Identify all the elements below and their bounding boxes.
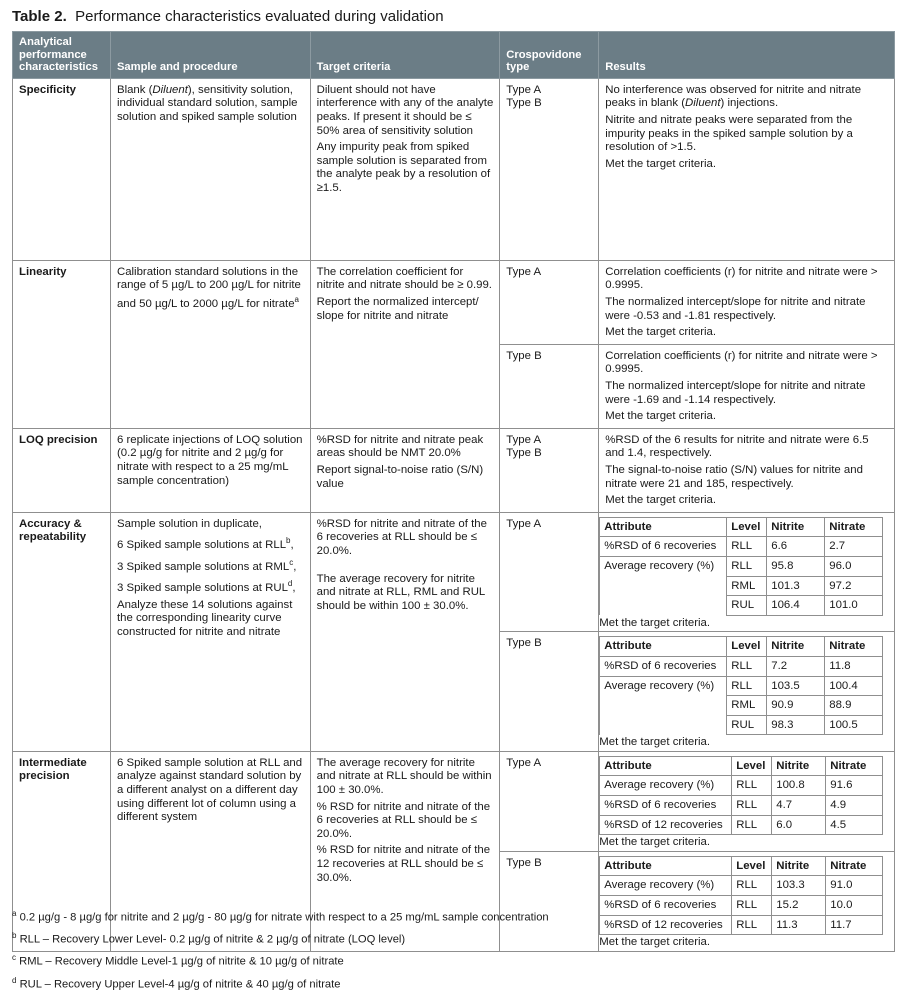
- accuracy-table-b: Attribute Level Nitrite Nitrate %RSD of 6 recoveries RLL 7.2 11.8 Average recovery (%) RLL 103.5 100.4 RML 90.9 88.9 RUL 98.3 100.5: [599, 636, 883, 735]
- char-loq: LOQ precision: [13, 428, 111, 512]
- results-accuracy-b: Attribute Level Nitrite Nitrate %RSD of 6 recoveries RLL 7.2 11.8 Average recovery (%) RLL 103.5 100.4 RML 90.9 88.9 RUL 98.3 100.5 Met the target criteria.: [599, 632, 895, 752]
- table-title: [12, 8, 444, 25]
- char-accuracy: Accuracy & repeatability: [13, 512, 111, 751]
- row-intermediate-a: [13, 751, 895, 851]
- type-intermediate-b: Type B: [500, 851, 599, 951]
- accuracy-table-a: Attribute Level Nitrite Nitrate %RSD of 6 recoveries RLL 6.6 2.7 Average recovery (%) RLL 95.8 96.0 RML 101.3 97.2 RUL 106.4 101.0: [599, 517, 883, 616]
- header-characteristics: Analytical performance characteristics: [13, 32, 111, 79]
- procedure-linearity: Calibration standard solutions in the range of 5 µg/L to 200 µg/L for nitrite and 50 µg/L to 2000 µg/L for nitrate$^a$: [110, 260, 310, 428]
- results-linearity-a: Correlation coefficients (r) for nitrite and nitrate were > 0.9995. The normalized intercept/slope for nitrite and nitrate were -0.53 and -1.81 respectively. Met the target criteria.: [599, 260, 895, 344]
- criteria-intermediate: The average recovery for nitrite and nitrate at RLL should be within 100 ± 30.0%. % RSD for nitrite and nitrate of the 6 recoveries at RLL should be ≤ 20.0%. % RSD for nitrite and nitrate of the 12 recoveries at RLL should be ≤ 30.0%.: [310, 751, 500, 951]
- table-caption: Performance characteristics evaluated during validation: [75, 8, 444, 25]
- criteria-linearity: The correlation coefficient for nitrite and nitrate should be ≥ 0.99. Report the normalized intercept/ slope for nitrite and nitrate: [310, 260, 500, 428]
- intermediate-table-a: Attribute Level Nitrite Nitrate Average recovery (%) RLL 100.8 91.6 %RSD of 6 recoveries RLL 4.7 4.9 %RSD of 12 recoveries RLL 6.0 4.5: [599, 756, 883, 835]
- char-intermediate: Intermediate precision: [13, 751, 111, 951]
- header-row: [13, 32, 895, 79]
- type-accuracy-a: Type A: [500, 512, 599, 632]
- row-accuracy-a: [13, 512, 895, 632]
- footnote: $^b$ RLL – Recovery Lower Level- 0.2 µg/g of nitrite & 2 µg/g of nitrate (LOQ level): [12, 931, 406, 946]
- intermediate-table-b: Attribute Level Nitrite Nitrate Average recovery (%) RLL 103.3 91.0 %RSD of 6 recoveries RLL 15.2 10.0 %RSD of 12 recoveries RLL 11.3 11.7: [599, 856, 883, 935]
- criteria-accuracy: %RSD for nitrite and nitrate of the 6 recoveries at RLL should be ≤ 20.0%. The average recovery for nitrite and nitrate at RLL, RML and RUL should be within 100 ± 30.0%.: [310, 512, 500, 751]
- char-linearity: Linearity: [13, 260, 111, 428]
- validation-table: [12, 31, 895, 952]
- type-linearity-a: Type A: [500, 260, 599, 344]
- procedure-accuracy: Sample solution in duplicate, 6 Spiked sample solutions at RLL$^b$, 3 Spiked sample solutions at RML$^c$, 3 Spiked sample solutions at RUL$^d$, Analyze these 14 solutions against the corresponding linearity curve constructed for nitrite and nitrate: [110, 512, 310, 751]
- procedure-loq: 6 replicate injections of LOQ solution (0.2 µg/g for nitrite and 2 µg/g for nitrate with respect to a 25 mg/mL sample concentration): [110, 428, 310, 512]
- results-loq: %RSD of the 6 results for nitrite and nitrate were 6.5 and 1.4, respectively. The signal-to-noise ratio (S/N) values for nitrite and nitrate were 21 and 185, respectively. Met the target criteria.: [599, 428, 895, 512]
- results-specificity: No interference was observed for nitrite and nitrate peaks in blank (Diluent) injections. Nitrite and nitrate peaks were separated from the impurity peaks in the spiked sample solution by a resolution of >1.5. Met the target criteria.: [599, 78, 895, 260]
- row-linearity-a: [13, 260, 895, 344]
- footnotes: [12, 905, 549, 994]
- type-accuracy-b: Type B: [500, 632, 599, 752]
- type-intermediate-a: Type A: [500, 751, 599, 851]
- procedure-specificity: Blank (Diluent), sensitivity solution, individual standard solution, sample solution and spiked sample solution: [110, 78, 310, 260]
- type-linearity-b: Type B: [500, 344, 599, 428]
- results-intermediate-b: Attribute Level Nitrite Nitrate Average recovery (%) RLL 103.3 91.0 %RSD of 6 recoveries RLL 15.2 10.0 %RSD of 12 recoveries RLL 11.3 11.7 Met the target criteria.: [599, 851, 895, 951]
- results-accuracy-a: Attribute Level Nitrite Nitrate %RSD of 6 recoveries RLL 6.6 2.7 Average recovery (%) RLL 95.8 96.0 RML 101.3 97.2 RUL 106.4 101.0 Met the target criteria.: [599, 512, 895, 632]
- criteria-loq: %RSD for nitrite and nitrate peak areas should be NMT 20.0% Report signal-to-noise ratio (S/N) value: [310, 428, 500, 512]
- types-specificity: Type A Type B: [500, 78, 599, 260]
- header-procedure: Sample and procedure: [110, 32, 310, 79]
- header-type: Crospovidone type: [500, 32, 599, 79]
- row-specificity: [13, 78, 895, 260]
- table-number: Table 2.: [12, 8, 67, 25]
- header-results: Results: [599, 32, 895, 79]
- results-linearity-b: Correlation coefficients (r) for nitrite and nitrate were > 0.9995. The normalized intercept/slope for nitrite and nitrate were -1.69 and -1.14 respectively. Met the target criteria.: [599, 344, 895, 428]
- header-criteria: Target criteria: [310, 32, 500, 79]
- footnote: $^a$ 0.2 µg/g - 8 µg/g for nitrite and 2 µg/g - 80 µg/g for nitrate with respect to a 25 mg/mL sample concentration: [12, 909, 549, 924]
- results-intermediate-a: Attribute Level Nitrite Nitrate Average recovery (%) RLL 100.8 91.6 %RSD of 6 recoveries RLL 4.7 4.9 %RSD of 12 recoveries RLL 6.0 4.5 Met the target criteria.: [599, 751, 895, 851]
- types-loq: Type A Type B: [500, 428, 599, 512]
- footnote: $^d$ RUL – Recovery Upper Level-4 µg/g of nitrite & 40 µg/g of nitrate: [12, 975, 341, 991]
- row-loq: [13, 428, 895, 512]
- char-specificity: Specificity: [13, 78, 111, 260]
- procedure-intermediate: 6 Spiked sample solution at RLL and analyze against standard solution by a different analyst on a different day using different lot of column using a different system: [110, 751, 310, 951]
- criteria-specificity: Diluent should not have interference with any of the analyte peaks. If present it should be ≤ 50% area of sensitivity solution Any impurity peak from spiked sample solution is separated from the analyte peak by a resolution of ≥1.5.: [310, 78, 500, 260]
- footnote: $^c$ RML – Recovery Middle Level-1 µg/g of nitrite & 10 µg/g of nitrate: [12, 953, 344, 969]
